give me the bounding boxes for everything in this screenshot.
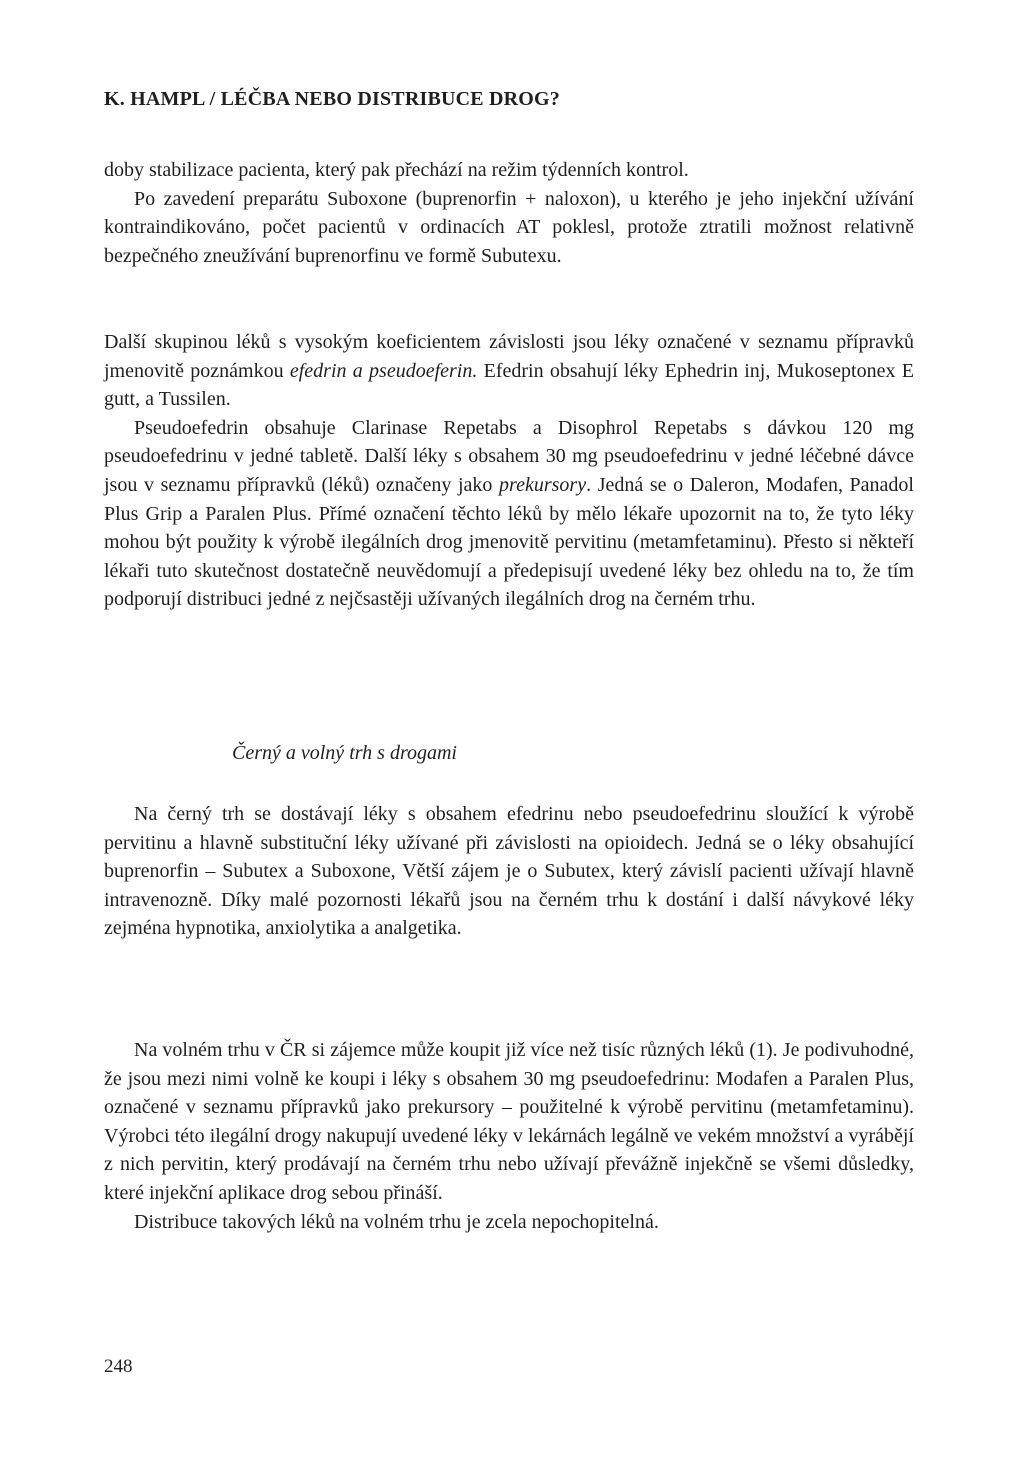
paragraph-continuation: doby stabilizace pacienta, který pak přechází na režim týdenních kontrol.: [104, 159, 689, 181]
paragraph-black-market: Na černý trh se dostávají léky s obsahem efedrinu nebo pseudoefedrinu sloužící k výrobě pervitinu a hlavně substituční léky užívané při závislosti na opioidech. Jedná se o léky obsahující buprenorfin – Subutex a Suboxone, Větší zájem je o Subutex, který závislí pacienti užívají hlavně intravenozně. Díky malé pozornosti lékařů jsou na černém trhu k dostání i další návykové léky zejména hypnotika, anxiolytika a analgetika.: [104, 803, 914, 940]
italic-term: prekursory: [499, 473, 587, 496]
page-number: 248: [104, 1356, 133, 1377]
text-run: Efedrin obsahují léky Ephedrin inj, Mukoseptonex E gutt, a Tussilen.: [104, 359, 914, 411]
text-run: Další skupinou léků s vysokým koeficientem závislosti jsou léky označené v seznamu přípravků jmenovitě poznámkou: [104, 331, 914, 382]
paragraph-suboxone: Po zavedení preparátu Suboxone (buprenorfin + naloxon), u kterého je jeho injekční užívání kontraindikováno, počet pacientů v ordinacích AT poklesl, protože ztratili možnost relativně bezpečného zneužívání buprenorfinu ve formě Subutexu.: [104, 187, 914, 267]
italic-term: efedrin a pseudoeferin.: [289, 359, 478, 382]
paragraph-free-market: Na volném trhu v ČR si zájemce může koupit již více než tisíc různých léků (1). Je podivuhodné, že jsou mezi nimi volně ke koupi i léky s obsahem 30 mg pseudoefedrinu: Modafen a Paralen Plus, označené v seznamu přípravků jako prekursory – použitelné k výrobě pervitinu (metamfetaminu). Výrobci této ilegální drogy nakupují uvedené léky v lekárnách legálně ve vekém množství a vyrábějí z nich pervitin, který prodávají na černém trhu nebo užívají převážně injekčně se všemi důsledky, které injekční aplikace drog sebou přináší.: [104, 1039, 914, 1204]
paragraph-block-1: [104, 156, 914, 270]
paragraph-distribution: Distribuce takových léků na volném trhu je zcela nepochopitelná.: [134, 1210, 659, 1233]
text-run: . Jedná se o Daleron, Modafen, Panadol Plus Grip a Paralen Plus. Přímé označení těchto léků by mělo lékaře upozornit na to, že tyto léky mohou být použity k výrobě ilegálních drog jmenovitě pervitinu (metamfetaminu). Přesto si někteří lékaři tuto skutečnost dostatečně neuvědomují a předepisují uvedené léky bez ohledu na to, že tím podporují distribuci jedné z nejčsastěji užívaných ilegálních drog na černém trhu.: [104, 473, 914, 611]
paragraph-block-4: [104, 1036, 914, 1236]
running-header: K. HAMPL / LÉČBA NEBO DISTRIBUCE DROG?: [104, 88, 561, 110]
paragraph-block-2: [104, 328, 914, 614]
paragraph-efedrin: [104, 328, 914, 414]
paragraph-block-3: [104, 800, 914, 943]
section-heading: Černý a volný trh s drogami: [232, 742, 457, 764]
text-run: Pseudoefedrin obsahuje Clarinase Repetabs a Disophrol Repetabs s dávkou 120 mg pseudoefedrinu v jedné tabletě. Další léky s obsahem 30 mg pseudoefedrinu v jedné léčebné dávce jsou v seznamu přípravků (léků) označeny jako: [104, 416, 914, 496]
paragraph-pseudoefedrin: [104, 414, 914, 614]
